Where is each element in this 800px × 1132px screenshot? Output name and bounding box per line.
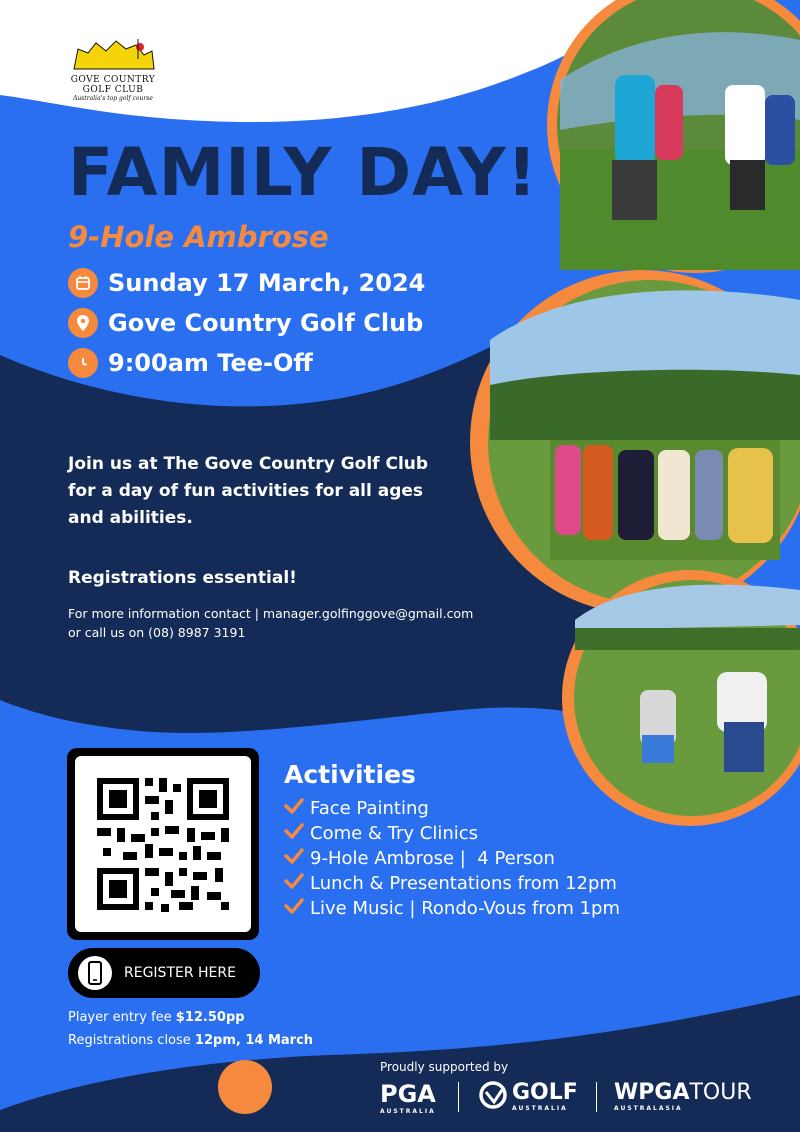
activity-label: Come & Try Clinics [310,823,479,844]
sponsors-heading: Proudly supported by [380,1060,509,1074]
activity-label: Live Music | Rondo-Vous from 1pm [310,898,620,919]
event-location-text: Gove Country Golf Club [108,309,424,337]
event-time-text: 9:00am Tee-Off [108,349,313,377]
location-pin-icon [68,308,98,338]
registration-note: Registrations essential! [68,568,297,588]
pga-logo-sub: AUSTRALIA [380,1108,436,1115]
logo-emblem [70,35,156,71]
check-icon [284,798,310,819]
check-icon [284,848,310,869]
event-time [68,348,313,378]
logo-line2: GOLF CLUB [82,85,144,95]
golf-logo-sub: AUSTRALIA [512,1105,568,1112]
page-title: FAMILY DAY! [68,134,538,211]
contact-line-phone: or call us on (08) 8987 3191 [68,625,246,640]
activity-item [284,798,429,819]
logo-line1: GOVE COUNTRY [70,75,156,85]
golf-logo-text: GOLF [512,1080,578,1105]
activity-label: Face Painting [310,798,429,819]
pga-logo-text: PGA [380,1080,436,1108]
club-logo [70,35,156,105]
calendar-icon [68,268,98,298]
entry-fee-value: $12.50pp [175,1010,245,1025]
golf-australia-emblem [478,1080,508,1110]
registration-close [68,1029,313,1052]
wpga-tour-logo [614,1080,752,1112]
golf-australia-logo [478,1080,578,1112]
entry-fee [68,1006,313,1029]
sponsor-divider [458,1082,459,1112]
phone-icon [78,953,112,993]
activities-heading: Activities [284,760,416,789]
activity-label: Lunch & Presentations from 12pm [310,873,617,894]
event-subtitle: 9-Hole Ambrose [68,220,329,254]
clock-icon [68,348,98,378]
check-icon [284,898,310,919]
entry-fee-label: Player entry fee [68,1010,176,1025]
activity-item [284,823,478,844]
check-icon [284,873,310,894]
activity-label: 9-Hole Ambrose | 4 Person [310,848,555,869]
wpga-logo-sub: AUSTRALASIA [614,1105,683,1112]
event-location [68,308,423,338]
register-button[interactable] [68,948,260,998]
activity-item [284,898,620,919]
activity-item [284,873,617,894]
register-button-label: REGISTER HERE [124,965,236,981]
activity-item [284,848,555,869]
registration-close-label: Registrations close [68,1033,195,1048]
contact-line-email: For more information contact | manager.golfinggove@gmail.com [68,606,474,621]
qr-code-frame[interactable] [67,748,259,940]
contact-info [68,604,538,642]
sponsor-divider [596,1082,597,1112]
fee-info [68,1006,313,1052]
event-description: Join us at The Gove Country Golf Club for a day of fun activities for all ages and abilities. [68,454,429,528]
wpga-tour-text: TOUR [689,1080,752,1105]
event-date [68,268,425,298]
check-icon [284,823,310,844]
logo-tagline: Australia's top golf course [73,95,153,102]
wpga-logo-text: WPGA [614,1080,690,1105]
pga-logo [380,1080,436,1115]
event-date-text: Sunday 17 March, 2024 [108,269,426,297]
registration-close-value: 12pm, 14 March [194,1033,314,1048]
qr-code[interactable] [75,756,251,932]
